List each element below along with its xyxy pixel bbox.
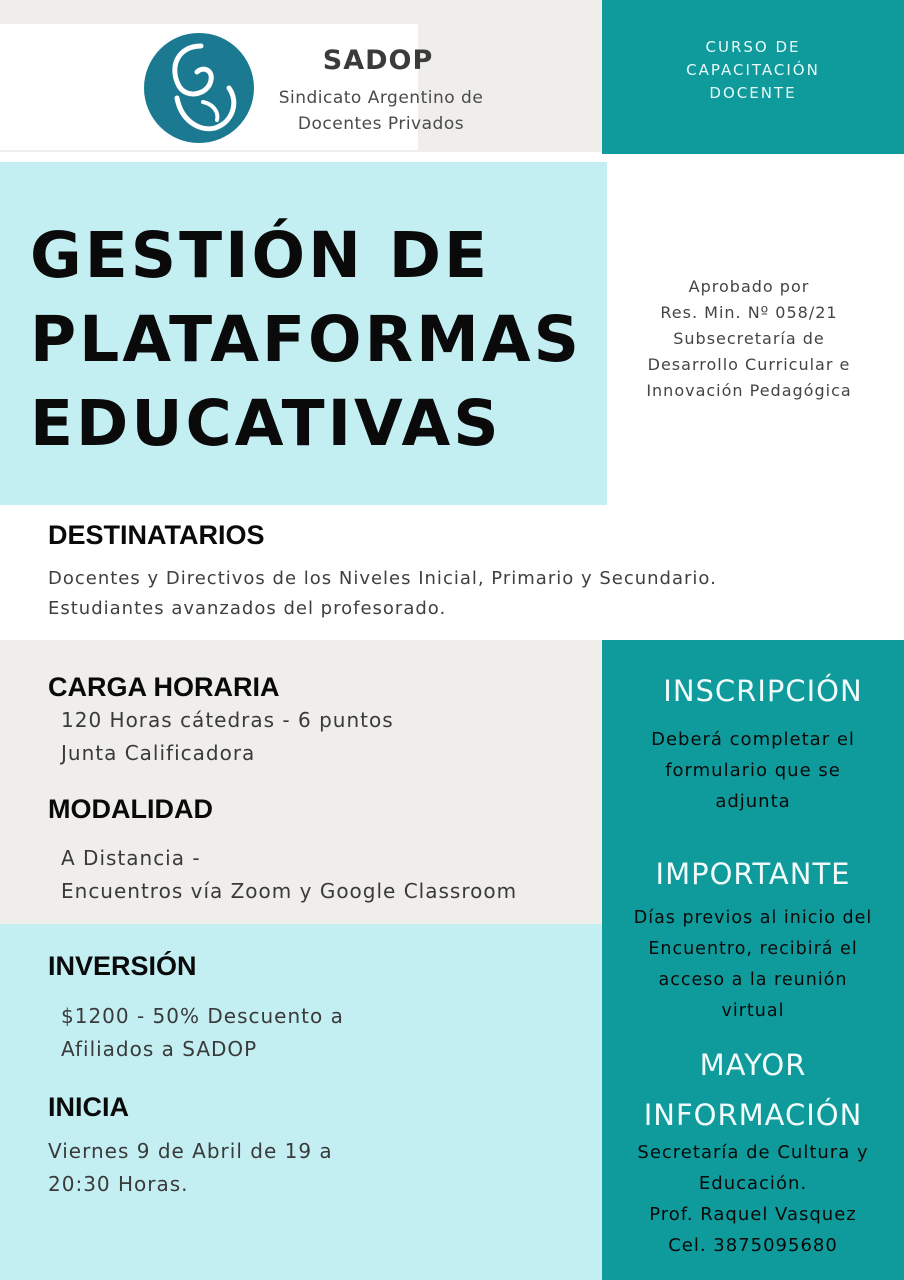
inversion-text <box>61 1000 581 1066</box>
modalidad-text <box>61 842 596 908</box>
org-full-name <box>262 85 500 137</box>
carga-horaria-line: 120 Horas cátedras - 6 puntos <box>61 708 394 732</box>
destinatarios-line: Estudiantes avanzados del profesorado. <box>48 598 447 619</box>
approval-line: Subsecretaría de <box>673 329 825 348</box>
carga-horaria-heading: CARGA HORARIA <box>48 672 280 702</box>
importante-line: Encuentro, recibirá el <box>648 939 858 959</box>
inscripcion-line: Deberá completar el <box>651 729 855 750</box>
approval-line: Aprobado por <box>688 277 810 296</box>
importante-line: Días previos al inicio del <box>633 908 873 928</box>
mayor-informacion-heading-line: INFORMACIÓN <box>643 1098 863 1132</box>
org-full-line: Sindicato Argentino de <box>278 88 484 108</box>
title-line: GESTIÓN DE <box>30 219 491 292</box>
inicia-line: Viernes 9 de Abril de 19 a <box>48 1139 333 1163</box>
course-label-line: CURSO DE <box>705 38 801 56</box>
inversion-heading: INVERSIÓN <box>48 951 197 981</box>
inversion-line: $1200 - 50% Descuento a <box>61 1004 344 1028</box>
sadop-logo-icon <box>143 32 255 144</box>
course-label <box>602 36 904 105</box>
mayor-informacion-heading <box>602 1040 904 1140</box>
carga-horaria-text <box>61 704 581 770</box>
approval-line: Res. Min. Nº 058/21 <box>660 303 838 322</box>
mayor-informacion-line: Cel. 3875095680 <box>668 1235 838 1256</box>
org-full-line: Docentes Privados <box>297 114 465 134</box>
modalidad-line: A Distancia - <box>61 846 201 870</box>
mayor-informacion-text <box>602 1137 904 1261</box>
mayor-informacion-line: Educación. <box>698 1173 808 1194</box>
org-name: SADOP <box>322 45 434 76</box>
approval-line: Desarrollo Curricular e <box>647 355 851 374</box>
title-line: EDUCATIVAS <box>30 387 502 460</box>
main-title <box>30 214 610 466</box>
title-line: PLATAFORMAS <box>30 303 582 376</box>
importante-line: virtual <box>721 1001 785 1021</box>
mayor-informacion-heading-line: MAYOR <box>699 1048 807 1082</box>
inscripcion-text <box>602 724 904 817</box>
modalidad-line: Encuentros vía Zoom y Google Classroom <box>61 879 518 903</box>
course-label-line: CAPACITACIÓN <box>686 61 820 79</box>
modalidad-heading: MODALIDAD <box>48 794 213 824</box>
carga-horaria-line: Junta Calificadora <box>61 741 256 765</box>
course-label-line: DOCENTE <box>709 84 797 102</box>
importante-line: acceso a la reunión <box>658 970 848 990</box>
inscripcion-line: formulario que se <box>665 760 841 781</box>
inicia-line: 20:30 Horas. <box>48 1172 189 1196</box>
inversion-line: Afiliados a SADOP <box>61 1037 258 1061</box>
mayor-informacion-line: Prof. Raquel Vasquez <box>649 1204 857 1225</box>
inicia-heading: INICIA <box>48 1092 129 1122</box>
destinatarios-heading: DESTINATARIOS <box>48 520 265 550</box>
inicia-text <box>48 1135 568 1201</box>
approval-line: Innovación Pedagógica <box>646 381 852 400</box>
inscripcion-heading: INSCRIPCIÓN <box>663 674 863 708</box>
importante-heading: IMPORTANTE <box>655 857 851 891</box>
importante-text <box>602 903 904 1027</box>
approval-note <box>628 274 870 404</box>
destinatarios-text <box>48 564 868 624</box>
mayor-informacion-line: Secretaría de Cultura y <box>637 1142 869 1163</box>
destinatarios-line: Docentes y Directivos de los Niveles Inicial, Primario y Secundario. <box>48 568 717 589</box>
inscripcion-line: adjunta <box>715 791 791 812</box>
